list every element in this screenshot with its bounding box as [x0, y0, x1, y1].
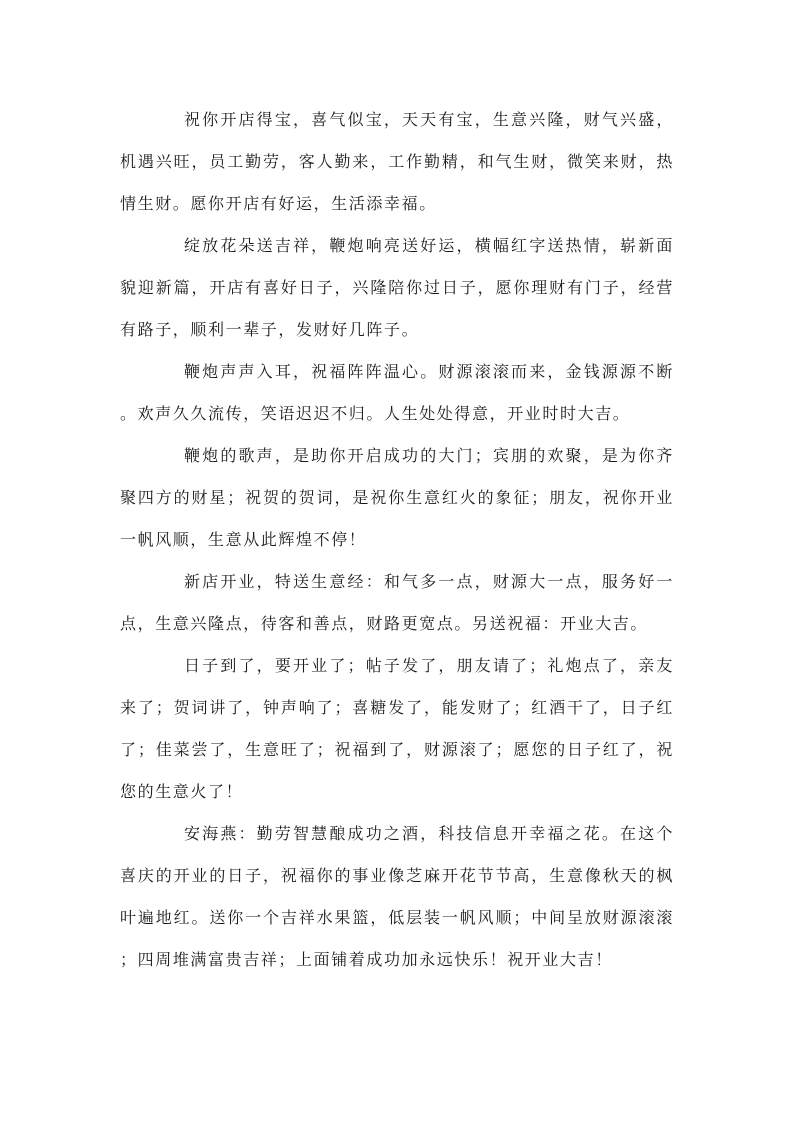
paragraph: 祝你开店得宝，喜气似宝，天天有宝，生意兴隆，财气兴盛，机遇兴旺，员工勤劳，客人勤来，工作勤精，和气生财，微笑来财，热情生财。愿你开店有好运，生活添幸福。 — [120, 110, 674, 213]
paragraph: 新店开业，特送生意经：和气多一点，财源大一点，服务好一点，生意兴隆点，待客和善点，财路更宽点。另送祝福：开业大吉。 — [120, 572, 674, 633]
paragraph: 安海燕：勤劳智慧酿成功之酒，科技信息开幸福之花。在这个喜庆的开业的日子，祝福你的事业像芝麻开花节节高，生意像秋天的枫叶遍地红。送你一个吉祥水果篮，低层装一帆风顺；中间呈放财源滚滚；四周堆满富贵吉祥；上面铺着成功加永远快乐！祝开业大吉！ — [120, 824, 674, 969]
paragraph: 绽放花朵送吉祥，鞭炮响亮送好运，横幅红字送热情，崭新面貌迎新篇，开店有喜好日子，兴隆陪你过日子，愿你理财有门子，经营有路子，顺利一辈子，发财好几阵子。 — [120, 236, 674, 339]
paragraph: 鞭炮的歌声，是助你开启成功的大门；宾朋的欢聚，是为你齐聚四方的财星；祝贺的贺词，是祝你生意红火的象征；朋友，祝你开业一帆风顺，生意从此辉煌不停！ — [120, 446, 674, 549]
paragraph: 鞭炮声声入耳，祝福阵阵温心。财源滚滚而来，金钱源源不断。欢声久久流传，笑语迟迟不归。人生处处得意，开业时时大吉。 — [120, 362, 674, 423]
paragraph: 日子到了，要开业了；帖子发了，朋友请了；礼炮点了，亲友来了；贺词讲了，钟声响了；喜糖发了，能发财了；红酒干了，日子红了；佳菜尝了，生意旺了；祝福到了，财源滚了；愿您的日子红了，祝您的生意火了！ — [120, 656, 674, 801]
document-body — [120, 99, 674, 981]
